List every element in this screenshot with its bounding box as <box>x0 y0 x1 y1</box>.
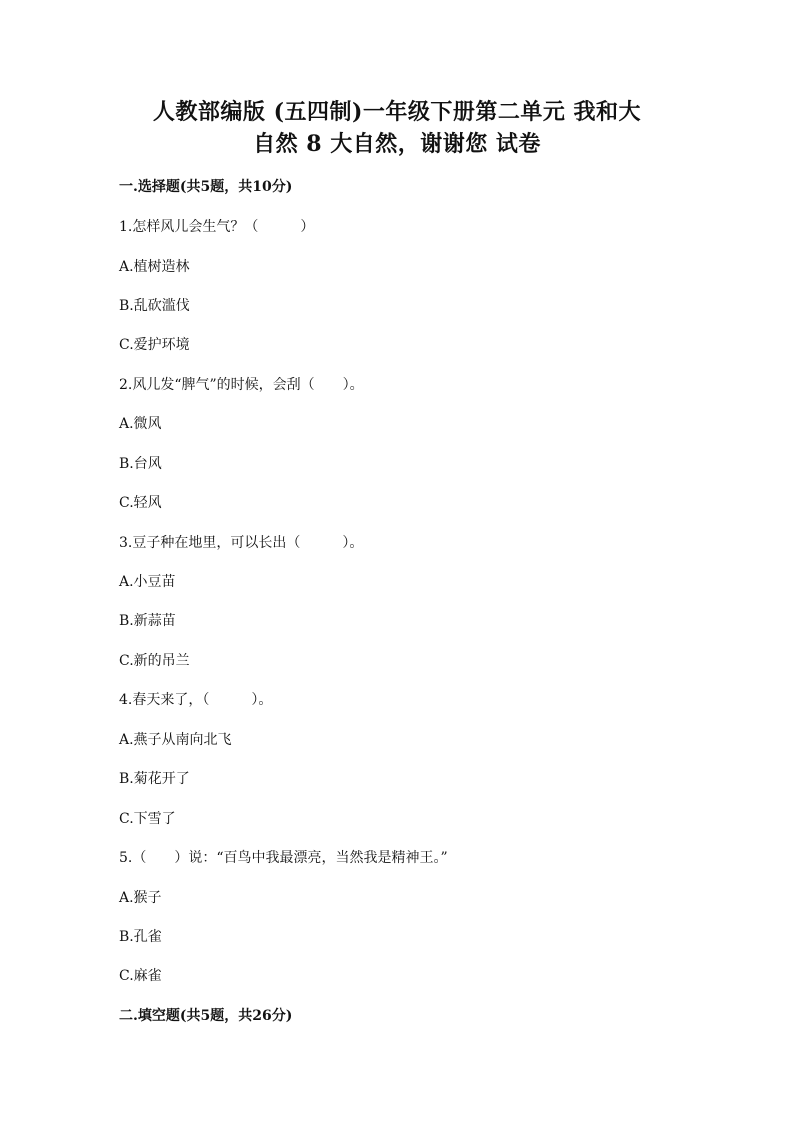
question-5: 5.（ ）说：“百鸟中我最漂亮，当然我是精神王。” <box>119 850 448 866</box>
question-2-option-c: C.轻风 <box>119 495 162 511</box>
question-2-option-b: B.台风 <box>119 456 162 472</box>
question-1-option-c: C.爱护环境 <box>119 337 190 353</box>
section-heading-fill-in-blank: 二.填空题(共5题，共26分) <box>119 1008 293 1024</box>
question-3: 3.豆子种在地里，可以长出（ ）。 <box>119 535 364 551</box>
question-4: 4.春天来了，（ ）。 <box>119 692 273 708</box>
question-3-option-a: A.小豆苗 <box>119 574 176 590</box>
question-3-option-b: B.新蒜苗 <box>119 613 176 629</box>
question-5-option-b: B.孔雀 <box>119 929 162 945</box>
question-4-option-c: C.下雪了 <box>119 811 176 827</box>
question-5-option-c: C.麻雀 <box>119 968 162 984</box>
question-4-option-b: B.菊花开了 <box>119 771 190 787</box>
document-title-line-1: 人教部编版 (五四制)一年级下册第二单元 我和大 <box>152 99 642 125</box>
question-1: 1.怎样风儿会生气？（ ） <box>119 219 315 235</box>
question-1-option-b: B.乱砍滥伐 <box>119 298 190 314</box>
question-4-option-a: A.燕子从南向北飞 <box>119 732 232 748</box>
question-1-option-a: A.植树造林 <box>119 259 190 275</box>
question-2-option-a: A.微风 <box>119 416 162 432</box>
question-2: 2.风儿发“脾气”的时候，会刮（ ）。 <box>119 377 364 393</box>
question-3-option-c: C.新的吊兰 <box>119 653 190 669</box>
document-title-line-2: 自然 8 大自然，谢谢您 试卷 <box>253 131 541 157</box>
question-5-option-a: A.猴子 <box>119 890 162 906</box>
section-heading-multiple-choice: 一.选择题(共5题，共10分) <box>119 179 293 195</box>
